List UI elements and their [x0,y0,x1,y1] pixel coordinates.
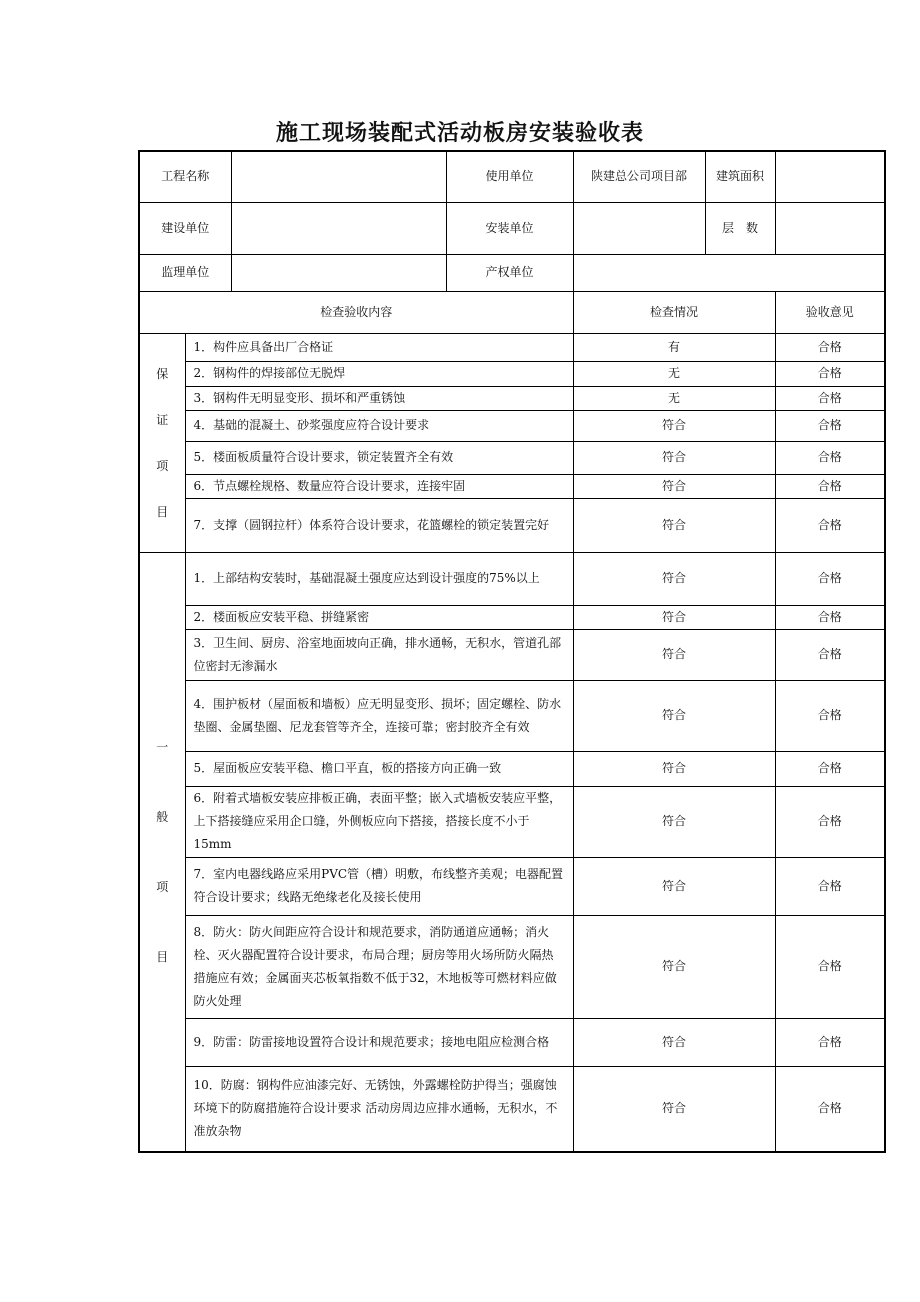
item-status: 符合 [573,1018,775,1066]
guarantee-section-label: 保 证 项 目 [139,333,185,552]
table-row [139,605,885,629]
item-status: 符合 [573,751,775,786]
item-status: 有 [573,333,775,361]
table-row [139,1066,885,1152]
floors-value[interactable] [775,202,885,254]
item-text: 8．防火：防火间距应符合设计和规范要求，消防通道应通畅；消火栓、灭火器配置符合设计要求，布局合理；厨房等用火场所防火隔热措施应有效；金属面夹芯板氧指数不低于32，木地板等可燃材料应做防火处理 [185,915,573,1018]
general-section-label: 一 般 项 目 [139,552,185,1152]
item-status: 符合 [573,441,775,474]
table-row [139,857,885,915]
item-opinion: 合格 [775,605,885,629]
item-opinion: 合格 [775,474,885,498]
item-opinion: 合格 [775,680,885,751]
table-row [139,786,885,857]
table-row [139,410,885,441]
table-row [139,629,885,680]
header-row [139,291,885,333]
user-unit-value[interactable]: 陕建总公司项目部 [573,151,705,202]
item-opinion: 合格 [775,386,885,410]
item-text: 6．节点螺栓规格、数量应符合设计要求，连接牢固 [185,474,573,498]
property-unit-value[interactable] [573,254,885,291]
item-status: 无 [573,386,775,410]
item-opinion: 合格 [775,629,885,680]
table-row [139,751,885,786]
item-text: 6．附着式墙板安装应排板正确，表面平整；嵌入式墙板安装应平整，上下搭接缝应采用企口缝，外侧板应向下搭接，搭接长度不小于15mm [185,786,573,857]
table-row [139,498,885,552]
item-opinion: 合格 [775,498,885,552]
content-header: 检查验收内容 [139,291,573,333]
item-status: 符合 [573,786,775,857]
item-opinion: 合格 [775,1018,885,1066]
item-opinion: 合格 [775,1066,885,1152]
table-row [139,552,885,605]
item-opinion: 合格 [775,751,885,786]
item-status: 符合 [573,498,775,552]
table-row [139,680,885,751]
item-text: 4．围护板材（屋面板和墙板）应无明显变形、损坏；固定螺栓、防水垫圈、金属垫圈、尼龙套管等齐全，连接可靠；密封胶齐全有效 [185,680,573,751]
project-name-value[interactable] [231,151,446,202]
item-text: 7．室内电器线路应采用PVC管（槽）明敷，布线整齐美观；电器配置符合设计要求；线路无绝缘老化及接长使用 [185,857,573,915]
item-opinion: 合格 [775,915,885,1018]
item-text: 3．卫生间、厨房、浴室地面坡向正确，排水通畅，无积水，管道孔部位密封无渗漏水 [185,629,573,680]
status-header: 检查情况 [573,291,775,333]
acceptance-table [138,150,886,1153]
item-text: 1．上部结构安装时，基础混凝土强度应达到设计强度的75%以上 [185,552,573,605]
item-text: 10．防腐：钢构件应油漆完好、无锈蚀，外露螺栓防护得当；强腐蚀环境下的防腐措施符合设计要求 活动房周边应排水通畅，无积水，不准放杂物 [185,1066,573,1152]
info-row [139,202,885,254]
item-opinion: 合格 [775,857,885,915]
item-text: 7．支撑（圆钢拉杆）体系符合设计要求，花篮螺栓的锁定装置完好 [185,498,573,552]
item-text: 3．钢构件无明显变形、损坏和严重锈蚀 [185,386,573,410]
item-opinion: 合格 [775,410,885,441]
item-opinion: 合格 [775,786,885,857]
supervision-unit-value[interactable] [231,254,446,291]
item-text: 5．屋面板应安装平稳、檐口平直，板的搭接方向正确一致 [185,751,573,786]
item-opinion: 合格 [775,552,885,605]
table-row [139,474,885,498]
floors-label: 层 数 [705,202,775,254]
building-area-label: 建筑面积 [705,151,775,202]
item-status: 符合 [573,1066,775,1152]
item-text: 5．楼面板质量符合设计要求，锁定装置齐全有效 [185,441,573,474]
page-title: 施工现场装配式活动板房安装验收表 [275,121,644,146]
install-unit-label: 安装单位 [446,202,573,254]
item-status: 符合 [573,915,775,1018]
item-text: 4．基础的混凝土、砂浆强度应符合设计要求 [185,410,573,441]
item-text: 2．楼面板应安装平稳、拼缝紧密 [185,605,573,629]
item-status: 符合 [573,605,775,629]
item-status: 无 [573,361,775,386]
item-opinion: 合格 [775,361,885,386]
item-status: 符合 [573,680,775,751]
project-name-label: 工程名称 [139,151,231,202]
table-row [139,1018,885,1066]
info-row [139,254,885,291]
item-status: 符合 [573,474,775,498]
table-row [139,386,885,410]
supervision-unit-label: 监理单位 [139,254,231,291]
item-status: 符合 [573,857,775,915]
item-opinion: 合格 [775,333,885,361]
property-unit-label: 产权单位 [446,254,573,291]
item-opinion: 合格 [775,441,885,474]
item-text: 9．防雷：防雷接地设置符合设计和规范要求；接地电阻应检测合格 [185,1018,573,1066]
table-row [139,915,885,1018]
table-row [139,441,885,474]
construction-unit-label: 建设单位 [139,202,231,254]
opinion-header: 验收意见 [775,291,885,333]
building-area-value[interactable] [775,151,885,202]
item-status: 符合 [573,552,775,605]
table-row [139,361,885,386]
construction-unit-value[interactable] [231,202,446,254]
table-row [139,333,885,361]
item-status: 符合 [573,410,775,441]
info-row [139,151,885,202]
item-text: 2．钢构件的焊接部位无脱焊 [185,361,573,386]
user-unit-label: 使用单位 [446,151,573,202]
item-status: 符合 [573,629,775,680]
install-unit-value[interactable] [573,202,705,254]
item-text: 1．构件应具备出厂合格证 [185,333,573,361]
